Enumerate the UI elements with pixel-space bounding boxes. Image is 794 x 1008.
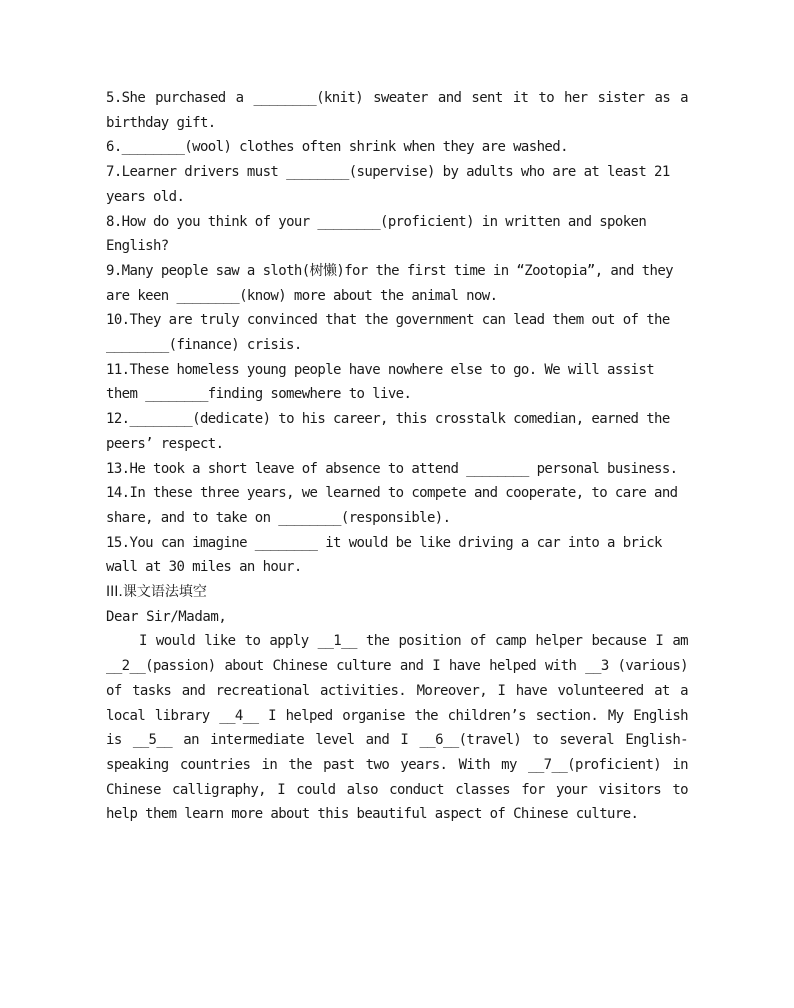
exercise-number: 6. xyxy=(106,139,122,156)
exercise-number: 5. xyxy=(106,90,122,106)
exercise-text: They are truly convinced that the government can lead them out of the ________(finance) crisis. xyxy=(106,312,670,354)
exercise-text: Learner drivers must ________(supervise) by adults who are at least 21 years old. xyxy=(106,164,670,205)
exercise-6 xyxy=(106,135,688,160)
exercise-text: How do you think of your ________(proficient) in written and spoken English? xyxy=(106,213,647,255)
exercise-number: 15. xyxy=(106,534,130,551)
exercise-number: 7. xyxy=(106,164,122,181)
exercise-5 xyxy=(106,86,688,135)
exercise-10 xyxy=(106,308,688,357)
exercise-text: Many people saw a sloth(树懒)for the first time in “Zootopia”, and they are keen ________(know) more about the animal now. xyxy=(106,262,673,304)
worksheet-page xyxy=(106,86,688,827)
exercise-text: ________(dedicate) to his career, this crosstalk comedian, earned the peers’ respect. xyxy=(106,411,670,452)
exercise-12 xyxy=(106,407,688,456)
exercise-number: 11. xyxy=(106,361,130,378)
exercise-text: In these three years, we learned to compete and cooperate, to care and share, and to take on ________(responsible). xyxy=(106,485,678,526)
letter-salutation: Dear Sir/Madam, xyxy=(106,608,227,625)
exercise-text: She purchased a ________(knit) sweater and sent it to her sister as a birthday gift. xyxy=(106,90,688,131)
letter-passage: I would like to apply __1__ the position of camp helper because I am __2__(passion) about Chinese culture and I have helped with __3 (various) of tasks and recreational activities. Moreover, I have volunteered at a local library __4__ I helped organise the children’s section. My English is __5__ an intermediate level and I __6__(travel) to several English-speaking countries in the past two years. With my __7__(proficient) in Chinese calligraphy, I could also conduct classes for your visitors to help them learn more about this beautiful aspect of Chinese culture. xyxy=(106,633,688,823)
exercise-7 xyxy=(106,160,688,209)
section-heading: III.课文语法填空 xyxy=(106,584,207,601)
exercise-number: 12. xyxy=(106,411,130,428)
exercise-number: 14. xyxy=(106,485,130,502)
exercise-text: He took a short leave of absence to attend ________ personal business. xyxy=(129,460,678,477)
exercise-14 xyxy=(106,481,688,530)
exercise-13 xyxy=(106,457,688,482)
exercise-15 xyxy=(106,531,688,580)
exercise-number: 13. xyxy=(106,460,130,477)
exercise-11 xyxy=(106,358,688,407)
exercise-text: You can imagine ________ it would be like driving a car into a brick wall at 30 miles an hour. xyxy=(106,534,662,576)
exercise-number: 10. xyxy=(106,312,130,329)
exercise-8 xyxy=(106,210,688,259)
exercise-number: 9. xyxy=(106,262,122,279)
exercise-number: 8. xyxy=(106,213,122,230)
exercise-9 xyxy=(106,259,688,308)
exercise-text: These homeless young people have nowhere else to go. We will assist them ________finding somewhere to live. xyxy=(106,361,655,403)
exercise-text: ________(wool) clothes often shrink when they are washed. xyxy=(121,139,568,156)
